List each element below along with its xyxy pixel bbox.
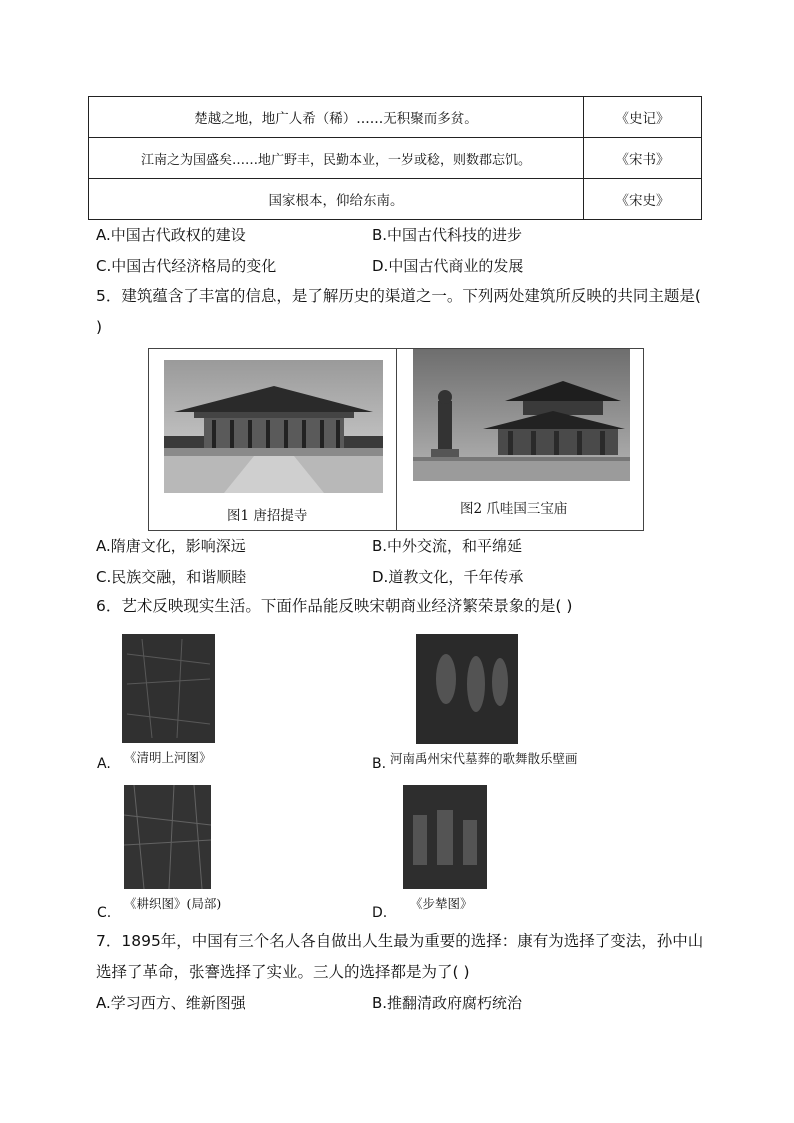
table-row xyxy=(89,97,702,138)
q5-option-d: D.道教文化，千年传承 xyxy=(372,568,524,586)
q4-option-a: A.中国古代政权的建设 xyxy=(96,226,246,244)
q5-option-a: A.隋唐文化，影响深远 xyxy=(96,537,246,555)
table-source: 《宋史》 xyxy=(584,179,702,220)
fig1-caption: 图1 唐招提寺 xyxy=(227,508,308,524)
painting-texture xyxy=(122,634,215,743)
q6-caption-a: 《清明上河图》 xyxy=(124,750,212,765)
painting-texture xyxy=(403,785,487,889)
sampookong-image xyxy=(413,349,630,481)
artwork-a-image xyxy=(122,634,215,743)
table-row xyxy=(89,138,702,179)
q5-option-c: C.民族交融，和谐顺睦 xyxy=(96,568,247,586)
artwork-b-image xyxy=(416,634,518,744)
q6-caption-d: 《步辇图》 xyxy=(410,896,473,911)
q5-stem: 5．建筑蕴含了丰富的信息，是了解历史的渠道之一。下列两处建筑所反映的共同主题是( ) xyxy=(96,287,701,336)
table-quote: 江南之为国盛矣……地广野丰，民勤本业，一岁或稔，则数郡忘饥。 xyxy=(89,138,584,179)
table-quote: 国家根本，仰给东南。 xyxy=(89,179,584,220)
table-source: 《宋书》 xyxy=(584,138,702,179)
q4-option-b: B.中国古代科技的进步 xyxy=(372,226,523,244)
q7-stem: 7．1895年，中国有三个名人各自做出人生最为重要的选择：康有为选择了变法，孙中山选择了革命，张謇选择了实业。三人的选择都是为了( ) xyxy=(96,932,704,981)
fig2-caption: 图2 爪哇国三宝庙 xyxy=(460,501,568,517)
temple-photo-1 xyxy=(164,360,383,493)
mural-texture xyxy=(416,634,518,744)
table-quote: 楚越之地，地广人希（稀）……无积聚而多贫。 xyxy=(89,97,584,138)
q6-letter-a: A. xyxy=(97,756,111,772)
q6-stem: 6．艺术反映现实生活。下面作品能反映宋朝商业经济繁荣景象的是( ) xyxy=(96,597,573,615)
q7-option-b: B.推翻清政府腐朽统治 xyxy=(372,994,523,1012)
source-table xyxy=(88,96,702,220)
q6-letter-d: D. xyxy=(372,905,388,921)
temple-photo-2 xyxy=(413,349,630,481)
q6-letter-b: B. xyxy=(372,756,387,772)
q5-option-b: B.中外交流，和平绵延 xyxy=(372,537,523,555)
q6-caption-b: 河南禹州宋代墓葬的歌舞散乐壁画 xyxy=(390,751,578,766)
q4-option-c: C.中国古代经济格局的变化 xyxy=(96,257,277,275)
q5-figure-box xyxy=(148,348,644,531)
toshodaiji-image xyxy=(164,360,383,493)
painting-texture xyxy=(124,785,211,889)
table-row xyxy=(89,179,702,220)
q4-option-d: D.中国古代商业的发展 xyxy=(372,257,524,275)
artwork-d-image xyxy=(403,785,487,889)
q7-option-a: A.学习西方、维新图强 xyxy=(96,994,246,1012)
figure-divider xyxy=(396,349,397,530)
q6-letter-c: C. xyxy=(97,905,112,921)
table-source: 《史记》 xyxy=(584,97,702,138)
artwork-c-image xyxy=(124,785,211,889)
q6-caption-c: 《耕织图》(局部) xyxy=(124,896,222,911)
